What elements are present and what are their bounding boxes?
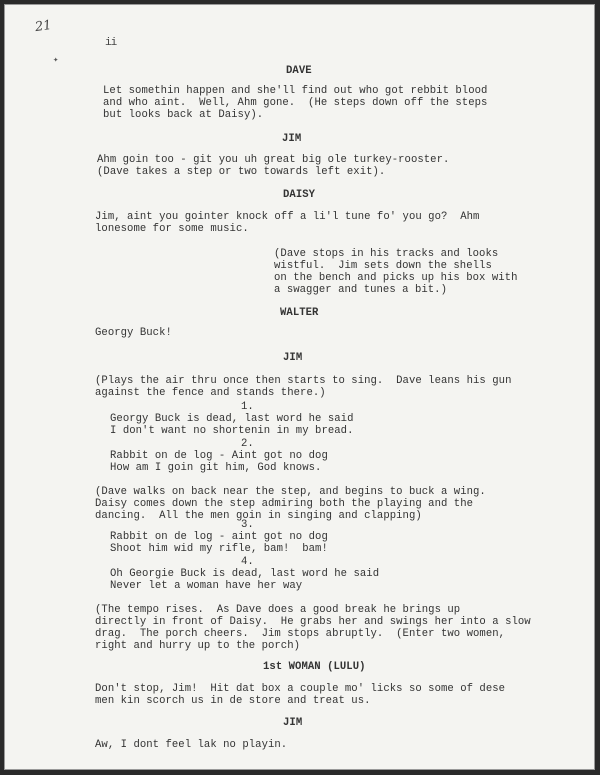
lyric-line: Rabbit on de log - aint got no dog xyxy=(110,531,328,543)
script-line: but looks back at Daisy). xyxy=(103,109,264,121)
script-line: Jim, aint you gointer knock off a li'l tune fo' you go? Ahm xyxy=(95,211,480,223)
lyric-line: Never let a woman have her way xyxy=(110,580,303,592)
script-line: Daisy comes down the step admiring both the playing and the xyxy=(95,498,474,510)
script-page xyxy=(4,4,595,770)
speaker-name: JIM xyxy=(282,133,302,145)
script-line: drag. The porch cheers. Jim stops abruptly. (Enter two women, xyxy=(95,628,506,640)
speaker-name: 1st WOMAN (LULU) xyxy=(263,661,366,673)
script-line: (Dave walks on back near the step, and begins to buck a wing. xyxy=(95,486,486,498)
lyric-line: Rabbit on de log - Aint got no dog xyxy=(110,450,328,462)
speaker-name: DAVE xyxy=(286,65,312,77)
lyric-line: Oh Georgie Buck is dead, last word he said xyxy=(110,568,380,580)
lyric-line: Shoot him wid my rifle, bam! bam! xyxy=(110,543,328,555)
script-line: right and hurry up to the porch) xyxy=(95,640,301,652)
script-line: (Plays the air thru once then starts to sing. Dave leans his gun xyxy=(95,375,512,387)
script-line: directly in front of Daisy. He grabs her and swings her into a slow xyxy=(95,616,531,628)
script-line: Ahm goin too - git you uh great big ole turkey-rooster. xyxy=(97,154,450,166)
stage-direction: wistful. Jim sets down the shells xyxy=(274,260,492,272)
script-line: Don't stop, Jim! Hit dat box a couple mo' licks so some of dese xyxy=(95,683,506,695)
script-line: Aw, I dont feel lak no playin. xyxy=(95,739,288,751)
script-line: (The tempo rises. As Dave does a good break he brings up xyxy=(95,604,461,616)
lyric-line: Georgy Buck is dead, last word he said xyxy=(110,413,354,425)
script-line: against the fence and stands there.) xyxy=(95,387,326,399)
lyric-line: How am I goin git him, God knows. xyxy=(110,462,322,474)
script-line: dancing. All the men goin in singing and clapping) xyxy=(95,510,422,522)
script-line: Let somethin happen and she'll find out who got rebbit blood xyxy=(103,85,488,97)
stage-direction: on the bench and picks up his box with xyxy=(274,272,518,284)
script-line: men kin scorch us in de store and treat us. xyxy=(95,695,371,707)
speaker-name: JIM xyxy=(283,352,303,364)
verse-number: 1. xyxy=(241,401,254,413)
speaker-name: WALTER xyxy=(280,307,319,319)
verse-number: 3. xyxy=(241,519,254,531)
script-line: and who aint. Well, Ahm gone. (He steps down off the steps xyxy=(103,97,488,109)
verse-number: 2. xyxy=(241,438,254,450)
lyric-line: I don't want no shortenin in my bread. xyxy=(110,425,354,437)
margin-tick: ✦ xyxy=(53,55,59,65)
speaker-name: DAISY xyxy=(283,189,316,201)
speaker-name: JIM xyxy=(283,717,303,729)
verse-number: 4. xyxy=(241,556,254,568)
script-line: Georgy Buck! xyxy=(95,327,172,339)
handwritten-page-number: 21 xyxy=(34,17,53,36)
top-mark: ii xyxy=(105,37,117,49)
stage-direction: a swagger and tunes a bit.) xyxy=(274,284,447,296)
stage-direction: (Dave stops in his tracks and looks xyxy=(274,248,499,260)
script-line: lonesome for some music. xyxy=(95,223,249,235)
script-line: (Dave takes a step or two towards left exit). xyxy=(97,166,386,178)
